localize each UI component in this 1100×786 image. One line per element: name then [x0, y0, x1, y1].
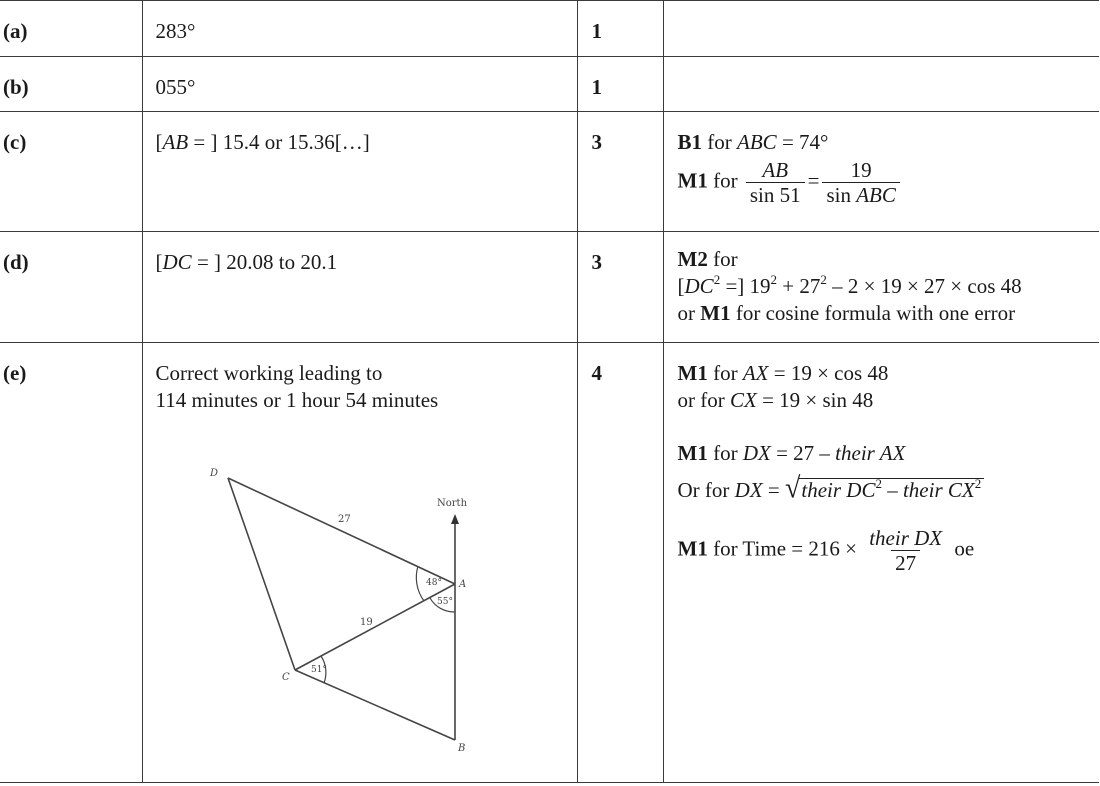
line-DC [228, 478, 295, 670]
label-A: A [459, 579, 467, 590]
table-row [0, 343, 1099, 783]
sine-rule-fraction-right: $\frac{19}{\text{sin ABC}}$ [822, 158, 899, 207]
guidance-cell [664, 1, 1100, 18]
angle-55: 55° [437, 597, 453, 607]
square-root-body: their $DC^2$ – their $CX^2$ [799, 478, 984, 502]
sine-rule-fraction-left: $\frac{AB}{\sin 51}$ [746, 158, 805, 207]
table-row [0, 1, 1099, 57]
part-label: (a) [3, 19, 28, 43]
angle-arc-48 [416, 566, 424, 601]
part-label: (e) [3, 361, 27, 385]
label-27: 27 [338, 514, 351, 525]
table-row [0, 112, 1099, 232]
guidance-cell: B1 for ABC = 74° M1 for $\frac{AB}{\sin 51}$ = $\frac{19}{\text{sin ABC}}$ [664, 112, 1100, 207]
line-CA [295, 584, 455, 670]
guidance-cell [664, 57, 1100, 74]
guidance-cell: M2 for [$DC^2$ =] $19^2 + 27^2 - 2 \times 19 \times 27 \times \cos 48$ or M1 for cosine formula with one error [677, 247, 1022, 325]
answer-cell: 055° [155, 75, 196, 99]
mark-cell: 1 [591, 75, 602, 99]
time-fraction: $\frac{\text{their DX}}{27}$ [869, 526, 943, 575]
bearing-diagram [190, 458, 490, 758]
guidance-cell: M1 for AX = 19 × cos 48 or for CX = 19 × sin 48 M1 for DX = 27 – their AX Or for DX = √their $DC^2$ – their $CX^2$ M1 for Time = 216 × $\frac{\text{their DX}}{27}$ oe [664, 343, 1100, 575]
answer-cell: [AB = ] 15.4 or 15.36[…] [155, 130, 370, 154]
mark-cell: 4 [591, 361, 602, 385]
square-root-icon: √ [785, 472, 801, 505]
line-CB [295, 670, 455, 740]
label-19: 19 [360, 617, 373, 628]
north-arrow-icon [451, 514, 459, 524]
angle-48: 48° [426, 578, 442, 588]
label-C: C [282, 672, 290, 683]
answer-cell: 283° [155, 19, 196, 43]
label-north: North [437, 498, 468, 509]
answer-cell: [DC = ] 20.08 to 20.1 [155, 250, 338, 274]
part-label: (c) [3, 130, 27, 154]
label-D: D [210, 468, 219, 479]
answer-cell: Correct working leading to 114 minutes or 1 hour 54 minutes [155, 361, 439, 412]
mark-cell: 3 [591, 130, 602, 154]
mark-cell: 3 [591, 250, 602, 274]
mark-cell: 1 [591, 19, 602, 43]
angle-51: 51° [311, 665, 327, 675]
table-row [0, 232, 1099, 343]
table-row [0, 57, 1099, 112]
line-DA [228, 478, 455, 584]
part-label: (b) [3, 75, 29, 99]
label-B: B [458, 743, 466, 754]
part-label: (d) [3, 250, 29, 274]
